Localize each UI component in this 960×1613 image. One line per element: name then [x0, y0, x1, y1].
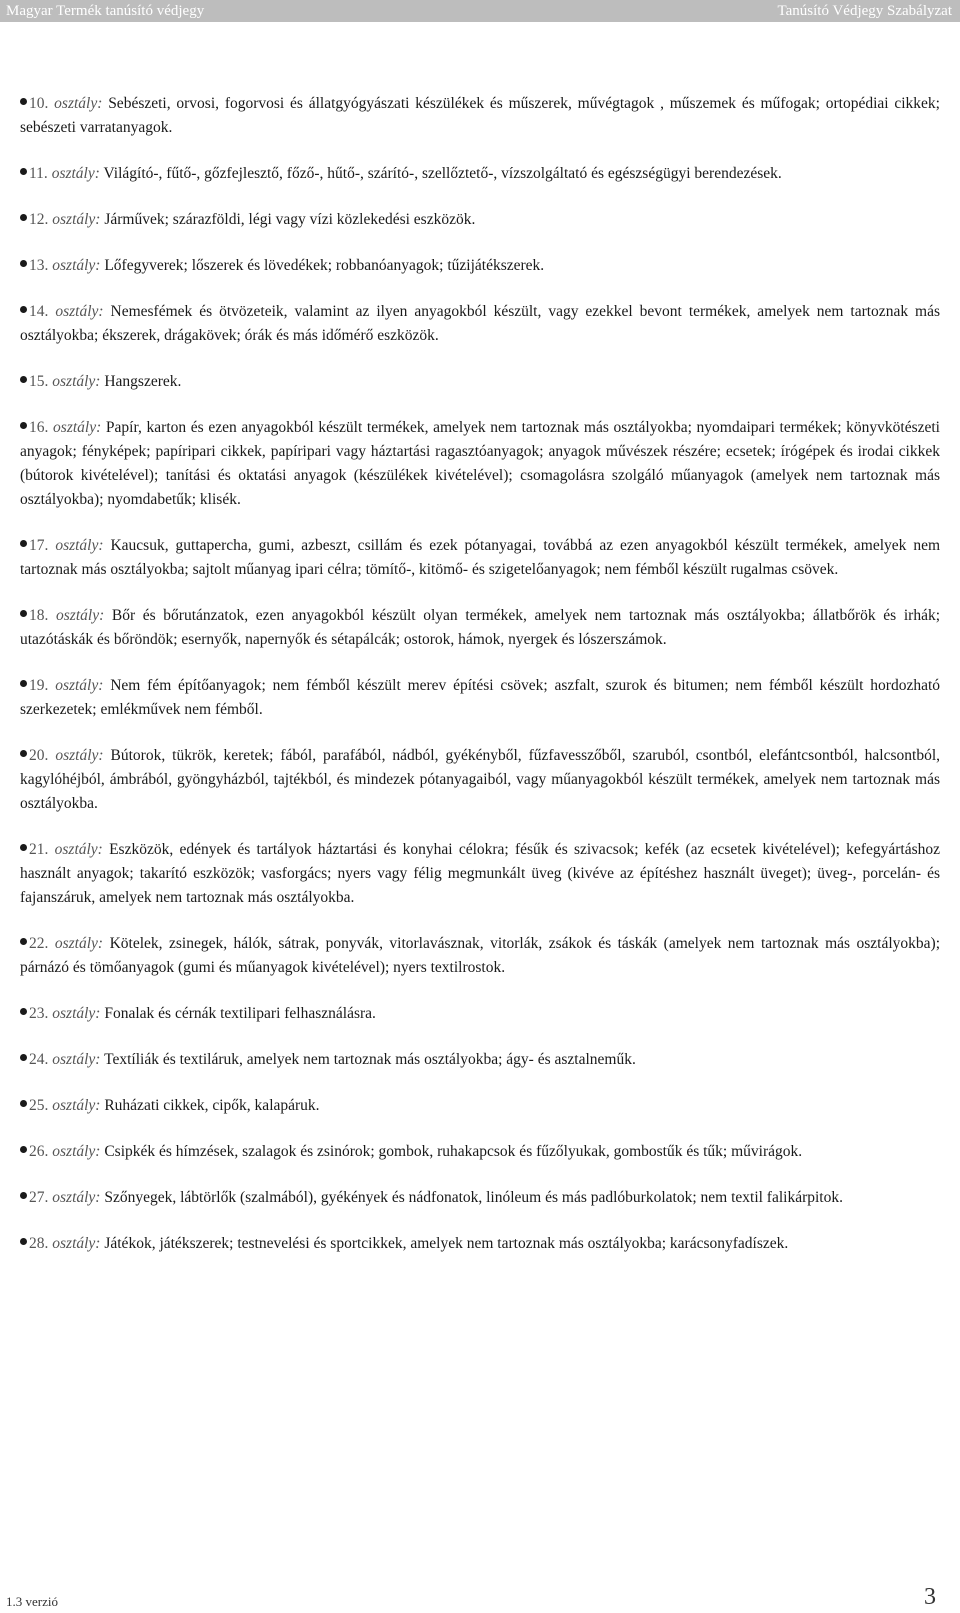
class-description: Hangszerek. [104, 373, 182, 390]
class-label: osztály: [52, 1051, 101, 1068]
bullet-icon [20, 306, 27, 313]
class-number: 11. [29, 165, 48, 182]
class-description: Textíliák és textiláruk, amelyek nem tartoznak más osztályokba; ágy- és asztalneműk. [104, 1051, 636, 1068]
bullet-icon [20, 750, 27, 757]
footer-version: 1.3 verzió [6, 1594, 58, 1609]
class-label: osztály: [54, 841, 103, 858]
class-description: Járművek; szárazföldi, légi vagy vízi közlekedési eszközök. [104, 211, 476, 228]
list-item [20, 744, 940, 816]
class-description: Csipkék és hímzések, szalagok és zsinórok; gombok, ruhakapcsok és fűzőlyukak, gombostűk és tűk; művirágok. [104, 1143, 803, 1160]
class-number: 28. [29, 1235, 49, 1252]
class-number: 13. [29, 257, 49, 274]
class-description: Kaucsuk, guttapercha, gumi, azbeszt, csillám és ezek pótanyagai, továbbá az ezen anyagokból készült termékek, amelyek nem tartoznak más osztályokba; sajtolt műanyag ipari célra; tömítő-, kitömő- és szigetelőanyagok; nem fémből készült rugalmas csövek. [20, 537, 941, 578]
class-number: 26. [29, 1143, 49, 1160]
class-number: 12. [29, 211, 49, 228]
list-item [20, 92, 940, 140]
class-number: 15. [29, 373, 49, 390]
class-label: osztály: [52, 1143, 101, 1160]
list-item [20, 674, 940, 722]
class-number: 10. [29, 95, 49, 112]
class-label: osztály: [53, 419, 102, 436]
bullet-icon [20, 1054, 27, 1061]
class-description: Papír, karton és ezen anyagokból készült termékek, amelyek nem tartoznak más osztályokba; nyomdaipari termékek; könyvkötészeti anyagok; fényképek; papíripari cikkek, papíripari vagy háztartási ragasztóanyagok; anyagok művészek részére; ecsetek; írógépek és irodai cikkek (bútorok kivételével); tanítási és oktatási anyagok (készülékek kivételével); csomagolásra szolgáló műanyagok (amelyek nem tartoznak más osztályokba); nyomdabetűk; klisék. [20, 419, 940, 508]
list-item [20, 1186, 940, 1210]
class-list [20, 92, 940, 1278]
page-number: 3 [924, 1584, 936, 1610]
class-number: 19. [29, 677, 49, 694]
class-label: osztály: [52, 373, 101, 390]
class-number: 21. [29, 841, 49, 858]
class-label: osztály: [52, 257, 101, 274]
class-label: osztály: [51, 165, 100, 182]
class-number: 23. [29, 1005, 49, 1022]
class-description: Bőr és bőrutánzatok, ezen anyagokból készült olyan termékek, amelyek nem tartoznak más osztályokba; állatbőrök és irhák; utazótáskák és bőröndök; esernyők, napernyők és sétapálcák; ostorok, hámok, nyergek és lószerszámok. [20, 607, 940, 648]
class-number: 20. [29, 747, 49, 764]
class-description: Játékok, játékszerek; testnevelési és sportcikkek, amelyek nem tartoznak más osztályokba; karácsonyfadíszek. [104, 1235, 789, 1252]
list-item [20, 1140, 940, 1164]
class-number: 24. [29, 1051, 49, 1068]
class-label: osztály: [52, 1235, 101, 1252]
bullet-icon [20, 260, 27, 267]
list-item [20, 1048, 940, 1072]
class-number: 16. [29, 419, 49, 436]
bullet-icon [20, 610, 27, 617]
class-description: Eszközök, edények és tartályok háztartási és konyhai célokra; fésűk és szivacsok; kefék (az ecsetek kivételével); kefegyártáshoz használt anyagok; takarító eszközök; vasforgács; nyers vagy félig megmunkált üveg (kivéve az építéshez használt üveget); üveg-, porcelán- és fajanszáruk, amelyek nem tartoznak más osztályokba. [20, 841, 940, 906]
class-number: 25. [29, 1097, 49, 1114]
bullet-icon [20, 214, 27, 221]
class-description: Ruházati cikkek, cipők, kalapáruk. [104, 1097, 320, 1114]
class-label: osztály: [55, 303, 104, 320]
list-item [20, 932, 940, 980]
class-label: osztály: [55, 537, 104, 554]
class-number: 14. [29, 303, 49, 320]
list-item [20, 838, 940, 910]
class-label: osztály: [54, 95, 103, 112]
class-label: osztály: [52, 1189, 101, 1206]
bullet-icon [20, 1146, 27, 1153]
class-label: osztály: [52, 1005, 101, 1022]
bullet-icon [20, 938, 27, 945]
bullet-icon [20, 1008, 27, 1015]
list-item [20, 208, 940, 232]
page-header [0, 0, 960, 22]
bullet-icon [20, 168, 27, 175]
bullet-icon [20, 1238, 27, 1245]
header-right-title: Tanúsító Védjegy Szabályzat [777, 3, 952, 19]
class-label: osztály: [55, 677, 104, 694]
class-description: Sebészeti, orvosi, fogorvosi és állatgyógyászati készülékek és műszerek, művégtagok , műszemek és műfogak; ortopédiai cikkek; sebészeti varratanyagok. [20, 95, 940, 136]
class-label: osztály: [52, 211, 101, 228]
class-description: Fonalak és cérnák textilipari felhasználásra. [104, 1005, 376, 1022]
class-description: Bútorok, tükrök, keretek; fából, parafából, nádból, gyékényből, fűzfavesszőből, szaruból, csontból, elefántcsontból, halcsontból, kagylóhéjból, ámbrából, gyöngyházból, tajtékból, és mindezek pótanyagaiból, vagy műanyagokból készült termékek, amelyek nem tartoznak más osztályokba. [20, 747, 940, 812]
bullet-icon [20, 422, 27, 429]
class-number: 18. [29, 607, 49, 624]
class-label: osztály: [55, 747, 104, 764]
class-description: Szőnyegek, lábtörlők (szalmából), gyékények és nádfonatok, linóleum és más padlóburkolatok; nem textil falikárpitok. [104, 1189, 843, 1206]
class-description: Nemesfémek és ötvözeteik, valamint az ilyen anyagokból készült, vagy ezekkel bevont termékek, amelyek nem tartoznak más osztályokba; ékszerek, drágakövek; órák és más időmérő eszközök. [20, 303, 940, 344]
class-description: Lőfegyverek; lőszerek és lövedékek; robbanóanyagok; tűzijátékszerek. [104, 257, 545, 274]
class-description: Kötelek, zsinegek, hálók, sátrak, ponyvák, vitorlavásznak, vitorlák, zsákok és táskák (amelyek nem tartoznak más osztályokba); párnázó és tömőanyagok (gumi és műanyagok kivételével); nyers textilrostok. [20, 935, 941, 976]
bullet-icon [20, 98, 27, 105]
class-label: osztály: [54, 935, 104, 952]
list-item [20, 416, 940, 512]
bullet-icon [20, 680, 27, 687]
class-label: osztály: [52, 1097, 101, 1114]
bullet-icon [20, 1192, 27, 1199]
list-item [20, 254, 940, 278]
list-item [20, 162, 940, 186]
list-item [20, 300, 940, 348]
class-number: 27. [29, 1189, 49, 1206]
bullet-icon [20, 1100, 27, 1107]
bullet-icon [20, 844, 27, 851]
class-description: Nem fém építőanyagok; nem fémből készült merev építési csövek; aszfalt, szurok és bitumen; nem fémből készült hordozható szerkezetek; emlékművek nem fémből. [20, 677, 941, 718]
header-left-title: Magyar Termék tanúsító védjegy [6, 3, 205, 19]
list-item [20, 534, 940, 582]
list-item [20, 370, 940, 394]
list-item [20, 1094, 940, 1118]
class-label: osztály: [56, 607, 105, 624]
list-item [20, 1002, 940, 1026]
bullet-icon [20, 376, 27, 383]
bullet-icon [20, 540, 27, 547]
class-description: Világító-, fűtő-, gőzfejlesztő, főző-, hűtő-, szárító-, szellőztető-, vízszolgáltató és egészségügyi berendezések. [103, 165, 782, 182]
list-item [20, 1232, 940, 1256]
class-number: 17. [29, 537, 49, 554]
class-number: 22. [29, 935, 49, 952]
list-item [20, 604, 940, 652]
